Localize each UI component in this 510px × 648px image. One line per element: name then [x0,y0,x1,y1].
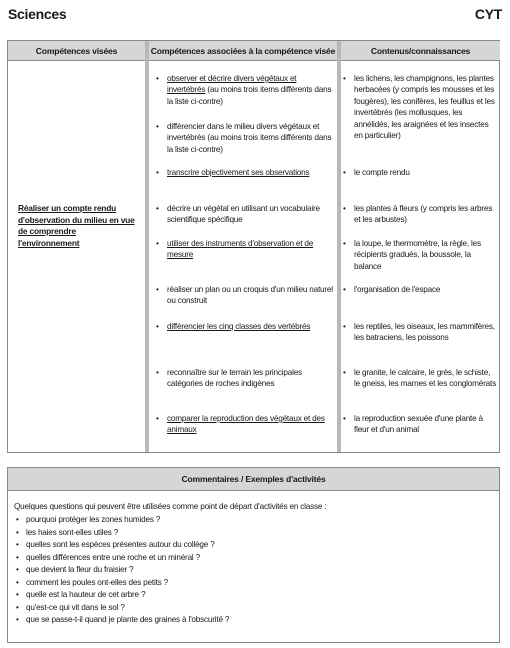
question-item [16,539,215,550]
content-text: les reptiles, les oiseaux, les mammifères, les batraciens, les poissons [354,322,495,343]
question-text: quelles sont les espèces présentes autour du collège ? [26,540,215,549]
associated-item [156,238,335,261]
bullet: • [16,602,19,612]
question-text: les haies sont-elles utiles ? [26,527,119,537]
content-text: la reproduction sexuée d'une plante à fleur et d'un animal [354,414,483,435]
associated-item [156,121,335,155]
associated-underlined: transcrire objectivement ses observations [167,168,310,177]
content-item [343,367,496,390]
question-text: quelles différences entre une roche et un minéral ? [26,552,200,562]
col-header-competences-visees: Compétences visées [8,41,145,61]
bullet: • [156,285,159,294]
question-item [16,564,133,575]
col-header-contenus: Contenus/connaissances [341,41,500,61]
bullet: • [156,239,159,248]
associated-rest: réaliser un plan ou un croquis d'un milieu naturel ou construit [167,285,333,306]
content-text: les lichens, les champignons, les plantes herbacées (y compris les mousses et les fougères), les conifères, les feuillus et les invertébrés (les mollusques, les annélidés, les araignées et les insectes en particulier) [354,74,495,141]
content-text: le compte rendu [354,168,410,177]
column-divider [145,41,149,452]
associated-item [156,167,335,178]
bullet: • [16,577,19,587]
question-item [16,614,229,625]
competence-visee-text: Réaliser un compte rendu d'observation du milieu en vue de comprendre l'environnement [18,203,135,248]
bullet: • [343,414,346,423]
question-item [16,552,200,563]
bullet: • [16,615,19,624]
associated-rest: (au moins trois items différents dans la liste ci-contre) [167,85,332,106]
associated-item [156,321,335,332]
bullet: • [343,239,346,248]
associated-rest: différencier dans le milieu divers végétaux et invertébrés (au moins trois items différents dans la liste ci-contre) [167,122,332,154]
associated-rest: décrire un végétal en utilisant un vocabulaire scientifique spécifique [167,204,320,225]
col-header-competences-associees: Compétences associées à la compétence visée [149,41,337,61]
content-item [343,238,496,272]
bullet: • [156,322,159,331]
competences-table [7,40,500,453]
bullet: • [16,552,19,562]
bullet: • [343,322,346,331]
bullet: • [16,590,19,599]
question-item [16,589,145,600]
associated-item [156,73,335,107]
bullet: • [156,74,159,83]
bullet: • [156,414,159,423]
bullet: • [343,204,346,213]
content-text: la loupe, le thermomètre, la règle, les récipients gradués, la boussole, la balance [354,239,481,271]
question-item [16,602,125,613]
question-text: quelle est la hauteur de cet arbre ? [26,590,146,599]
associated-item [156,367,335,390]
associated-underlined: comparer la reproduction des végétaux et des animaux [167,414,325,435]
bullet: • [343,74,346,83]
content-item [343,73,496,141]
associated-underlined: utiliser des instruments d'observation et de mesure [167,239,314,260]
subject-title: Sciences [8,6,67,22]
question-item [16,527,118,538]
content-text: le granite, le calcaire, le grès, le schiste, le gneiss, les marnes et les conglomérats [354,368,496,389]
bullet: • [16,565,19,574]
bullet: • [156,368,159,377]
comments-box [7,467,500,643]
content-item [343,413,496,436]
bullet: • [343,368,346,377]
associated-rest: reconnaître sur le terrain les principales catégories de roches indigènes [167,368,302,389]
bullet: • [16,527,19,537]
content-text: l'organisation de l'espace [354,285,441,294]
associated-underlined: observer et décrire divers végétaux et invertébrés [167,74,297,95]
question-text: pourquoi protéger les zones humides ? [26,515,161,524]
content-item [343,284,496,295]
bullet: • [156,204,159,213]
bullet: • [16,540,19,549]
content-item [343,321,496,344]
bullet: • [343,285,346,294]
bullet: • [156,168,159,177]
question-text: comment les poules ont-elles des petits ? [26,577,168,587]
bullet: • [343,168,346,177]
associated-underlined: différencier les cinq classes des vertébrés [167,322,311,331]
content-item [343,167,496,178]
content-text: les plantes à fleurs (y compris les arbres et les arbustes) [354,204,493,225]
comments-title: Commentaires / Exemples d'activités [8,468,499,491]
comments-intro: Quelques questions qui peuvent être utilisées comme point de départ d'activités en classe : [14,502,327,511]
question-item [16,577,168,588]
cycle-title: CYT [474,6,502,22]
associated-item [156,284,335,307]
bullet: • [16,515,19,524]
question-item [16,514,160,525]
question-text: que devient la fleur du fraisier ? [26,565,134,574]
associated-item [156,413,335,436]
question-text: que se passe-t-il quand je plante des graines à l'obscurité ? [26,615,230,624]
associated-item [156,203,335,226]
bullet: • [156,122,159,131]
question-text: qu'est-ce qui vit dans le sol ? [26,602,125,612]
column-divider [337,41,341,452]
content-item [343,203,496,226]
